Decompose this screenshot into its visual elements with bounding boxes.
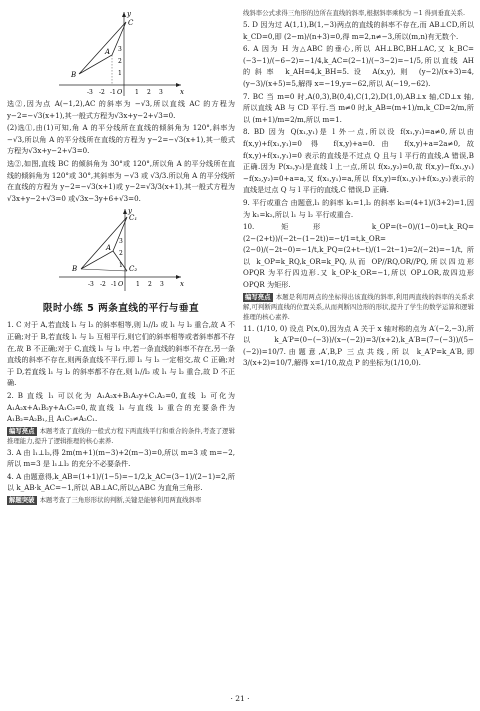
answer-10: 10. 矩形 k_OP=(t−0)/(1−0)=t,k_RQ=(2−(2+t))/(−2t−(1−2t))=−t/1=t,k_OR=(2−0)/(−2t−0)=−1/t,k_PQ=(2+t−t)/(1−2t−1)=2/(−2t)=−1/t,所以 k_OP=k_RQ,k_OR=k_PQ,从而 OP//RQ,OR//PQ,所以四边形 OPQR 为平行四边形.又 k_OP·k_OR=−1,所以 OP⊥OR,故四边形 OPQR 为矩形. (243, 222, 474, 290)
tick-x: -2 (100, 281, 106, 289)
tick-x: -1 (111, 281, 117, 289)
solution-paragraph: 选②,因为点 A(−1,2),AC 的斜率为 −√3,所以直线 AC 的方程为 y−2=−√3(x+1),其一般式方程为√3x+y−2+√3=0. (7, 99, 235, 120)
y-axis-label: y (128, 207, 132, 216)
note-text: 本题考查了三角形形状的判断,关键是能够利用两直线斜率 (39, 496, 202, 505)
answer-7: 7. BC 当 m=0 时,A(0,3),B(0,4),C(1,2),D(1,0),AB⊥x 轴,CD⊥x 轴,所以直线 AB 与 CD 平行.当 m≠0 时,k_AB=(m+1)/m,k_CD=2/m,所以 (m+1)/m=2/m,所以 m=1. (243, 91, 474, 124)
note-tag: 编写亮点 (245, 292, 271, 301)
figure-triangle-abc (51, 8, 191, 98)
tick-y: 2 (118, 58, 122, 65)
answer-8: 8. BD 因为 Q(x₁,y₁)是 l 外一点,所以设 f(x₁,y₁)=a≠0,所以由 f(x,y)+f(x₁,y₁)=0 得 f(x,y)+a=0.由 f(x,y)+a=2a≠0,故 f(x,y)+f(x₁,y₁)=0 表示的直线是不过点 Q 且与 l 平行的直线,A 错误,B 正确.因为 P(x₂,y₂)是直线 l 上一点,所以 f(x₂,y₂)=0,故 f(x,y)−f(x₁,y₁)−f(x₂,y₂)=0+a=a,又 f(x₁,y₁)=a,所以 f(x,y)=f(x₁,y₁)+f(x₂,y₂)表示的直线是过点 Q 与 l 平行的直线,C 错误,D 正确. (243, 127, 474, 195)
tick-x: 2 (148, 281, 152, 289)
section-title: 限时小练 5 两条直线的平行与垂直 (42, 303, 200, 315)
right-column (243, 8, 474, 370)
answer-1: 1. C 对于 A,若直线 l₁ 与 l₂ 的斜率相等,则 l₁//l₂ 或 l₁ 与 l₂ 重合,故 A 不正确;对于 B,若直线 l₁ 与 l₂ 互相平行,则它们的斜率相等或者斜率都不存在,故 B 不正确;对于 C,直线 l₁ 与 l₂ 中,若一条直线的斜率不存在,另一条直线的斜率不存在,则两条直线不平行,即 l₁ 与 l₂ 一定相交,故 C 正确;对于 D,若直线 l₁ 与 l₂ 的斜率都不存在,则 l₁//l₂ 或 l₁ 与 l₂ 重合,故 D 不正确. (7, 320, 235, 388)
note-tag: 解题突破 (9, 496, 35, 505)
answer-4: 4. A 由题意得,k_AB=(1+1)/(1−5)=−1/2,k_AC=(3−1)/(2−1)=2,所以 k_AB·k_AC=−1,所以 AB⊥AC,所以△ABC 为直角三角形. (7, 471, 235, 493)
point-c1-label: C₁ (129, 214, 138, 223)
figure-triangle-angle-bisector (51, 205, 191, 293)
answer-5: 5. D 因为过 A(1,1),B(1,−3)两点的直线的斜率不存在,而 AB⊥CD,所以 k_CD=0,即 (2−m)/(n+3)=0,得 m=2,n≠−3,所以(m,n)有无数个. (243, 20, 474, 41)
tick-x: 2 (147, 89, 151, 96)
tick-x: 3 (159, 89, 163, 96)
tick-x: -3 (87, 89, 93, 96)
note-text: 本题是利用两点的坐标得出该直线的斜率,利用两直线的斜率的关系求解,可判断两直线的位置关系,从而判断四边形的形状,提升了学生的数学运算和逻辑推理的核心素养. (243, 292, 474, 321)
tick-x: -3 (88, 281, 94, 289)
answer-9: 9. 平行或重合 由题意,l₁ 的斜率 k₁=1,l₂ 的斜率 k₂=(4+1)/(3+2)=1,因为 k₁=k₂,所以 l₁ 与 l₂ 平行或重合. (243, 197, 474, 219)
origin-label: O (117, 88, 123, 96)
note-block (7, 426, 235, 446)
answer-11: 11. (1/10, 0) 设点 P(x,0),因为点 A 关于 x 轴对称的点为 A′(−2,−3),所以 k_A′P=(0−(−3))/(x−(−2))=3/(x+2),k_A′B=(7−(−3))/(5−(−2))=10/7.由题意,A′,B,P 三点共线,所以 k_A′P=k_A′B,即 3/(x+2)=10/7,解得 x=1/10,故点 P 的坐标为(1/10,0). (243, 323, 474, 368)
origin-label: O (118, 280, 124, 289)
tick-y: 3 (118, 46, 122, 53)
solution-paragraph: (2)选①,由(1)可知,角 A 的平分线所在直线的倾斜角为 120°,斜率为 −√3,所以角 A 的平分线所在直线的方程为 y−2=−√3(x+1),其一般式方程为√3x+y−2+√3=0. (7, 123, 235, 156)
y-axis-label: y (127, 10, 131, 18)
note-tag: 编写亮点 (9, 426, 35, 435)
tick-y: 2 (119, 250, 123, 258)
point-b-label: B (71, 71, 77, 79)
page-number: · 21 · (230, 694, 250, 703)
note-block (243, 292, 474, 322)
answer-2: 2. B 直线 l₁ 可以化为 A₁A₂x+B₁A₂y+C₁A₂=0,直线 l₂ 可化为 A₁A₂x+A₁B₂y+A₁C₂=0,故直线 l₁ 与直线 l₂ 重合的充要条件为 A₁B₂=A₂B₁,且 A₁C₂≠A₂C₁. (7, 390, 235, 424)
x-axis-label: x (180, 280, 184, 289)
tick-x: -2 (99, 89, 105, 96)
point-b-label: B (72, 265, 78, 274)
tick-y: 3 (119, 238, 123, 246)
x-axis-label: x (180, 88, 184, 96)
point-a-label: A (105, 48, 111, 56)
answer-6: 6. A 因为 H 为△ABC 的垂心,所以 AH⊥BC,BH⊥AC,又 k_BC=(−3−1)/(−6−2)=−1/4,k_AC=(2−1)/(−3−2)=−1/5,所以直线 AH 的斜率 k_AH=4,k_BH=5.设 A(x,y),则 (y−2)/(x+3)=4,(y−3)/(x+5)=5,解得 x=−19,y=−62,所以 A(−19,−62). (243, 44, 474, 88)
tick-x: 3 (160, 281, 164, 289)
answer-3: 3. A 由 l₁⊥l₂,得 2m(m+1)(m−3)+2(m−3)=0,所以 m=3 或 m=−2,所以 m=3 是 l₁⊥l₂ 的充分不必要条件. (7, 447, 235, 469)
point-c2-label: C₂ (129, 265, 138, 274)
point-c-label: C (128, 19, 134, 27)
tick-x: -1 (110, 89, 116, 96)
tick-x: 1 (136, 281, 140, 289)
left-column (7, 8, 235, 506)
tick-y: 1 (118, 70, 122, 77)
note-continuation: 线斜率公式求得三角形的边所在直线的斜率,根据斜率乘积为 −1 得到垂直关系. (243, 9, 466, 17)
point-a-label: A (106, 244, 112, 253)
solution-paragraph: 选②,如图,直线 BC 的倾斜角为 30°或 120°,所以角 A 的平分线所在直线的倾斜角为 120°或 30°,其斜率为 −√3 或 √3/3.所以角 A 的平分线所在直线的方程为 y−2=−√3(x+1)或 y−2=√3/3(x+1),其一般式方程为√3x+y−2+√3=0 或√3x−3y+6+√3=0. (7, 158, 235, 203)
tick-x: 1 (135, 89, 139, 96)
tick-y: 1 (119, 262, 123, 270)
note-text: 本题考查了直线的一般式方程下两直线平行和重合的条件,考查了逻辑推理能力,提升了逻辑推理的核心素养. (7, 426, 235, 445)
note-block (7, 495, 235, 505)
